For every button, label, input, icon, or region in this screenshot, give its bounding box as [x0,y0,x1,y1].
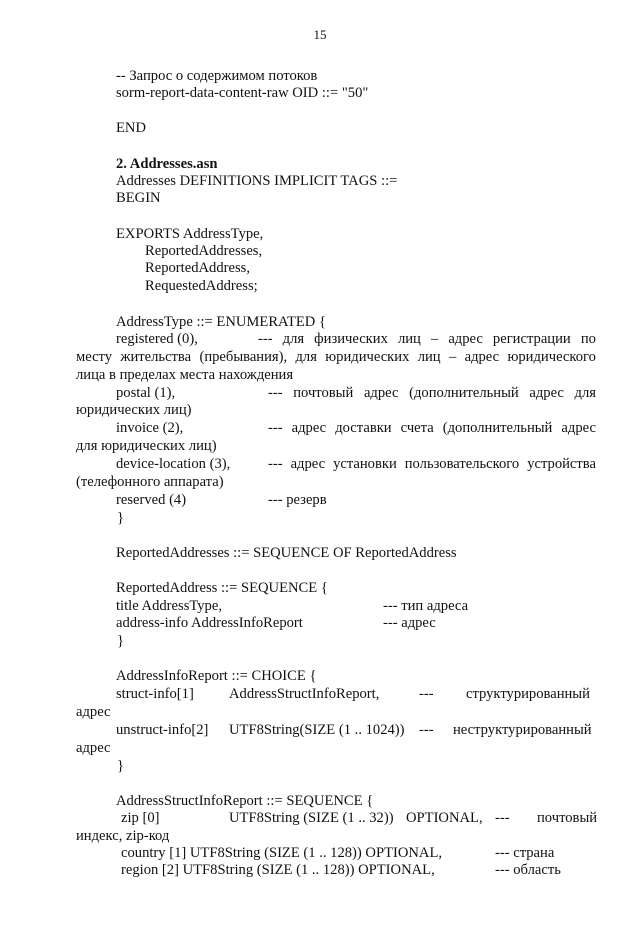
comment-line: --- почтовый адрес (дополнительный адрес для [268,385,596,401]
code-line: EXPORTS AddressType, [116,226,264,242]
code-line: invoice (2), [116,420,184,436]
code-line: postal (1), [116,385,176,401]
comment-line: --- [419,722,434,738]
code-line: RequestedAddress; [145,278,258,294]
comment-line: --- резерв [268,492,327,508]
code-line: title AddressType, [116,598,222,614]
comment-line: --- для физических лиц – адрес регистрации по [258,331,596,347]
code-line: } [117,510,125,526]
comment-line: --- адрес [383,615,436,631]
comment-line: --- адрес доставки счета (дополнительный адрес [268,420,596,436]
comment-line: юридических лиц) [76,402,192,418]
comment-line: --- адрес установки пользовательского устройства [268,456,596,472]
comment-line: структурированный [466,686,590,702]
comment-line: лица в пределах места нахождения [76,367,294,383]
code-line: sorm-report-data-content-raw OID ::= "50" [116,85,369,101]
comment-line: --- тип адреса [383,598,469,614]
code-line: ReportedAddress, [145,260,250,276]
code-line: unstruct-info[2] [116,722,209,738]
code-line: registered (0), [116,331,198,347]
comment-line: --- страна [495,845,555,861]
code-line: OPTIONAL, [406,810,483,826]
comment-line: месту жительства (пребывания), для юридических лиц – адрес юридического [76,349,596,365]
code-line: struct-info[1] [116,686,194,702]
comment-line: почтовый [537,810,598,826]
code-line: address-info AddressInfoReport [116,615,303,631]
code-line: country [1] UTF8String (SIZE (1 .. 128)) OPTIONAL, [121,845,443,861]
section-title: 2. Addresses.asn [116,156,218,172]
code-line: AddressStructInfoReport ::= SEQUENCE { [116,793,374,809]
code-line: AddressInfoReport ::= CHOICE { [116,668,317,684]
code-line: reserved (4) [116,492,187,508]
code-line: AddressStructInfoReport, [229,686,380,702]
page-number: 15 [313,27,327,42]
code-line: zip [0] [121,810,160,826]
code-line: ReportedAddresses, [145,243,263,259]
comment-line: индекс, zip-код [76,828,170,844]
code-line: AddressType ::= ENUMERATED { [116,314,326,330]
code-line: UTF8String (SIZE (1 .. 32)) [229,810,394,826]
code-line: END [116,120,146,136]
code-line: device-location (3), [116,456,231,472]
comment-line: неструктурированный [453,722,592,738]
code-line: } [117,633,125,649]
comment-line: адрес [76,740,111,756]
code-line: ReportedAddresses ::= SEQUENCE OF ReportedAddress [116,545,457,561]
code-line: Addresses DEFINITIONS IMPLICIT TAGS ::= [116,173,398,189]
comment-line: для юридических лиц) [76,438,217,454]
code-line: region [2] UTF8String (SIZE (1 .. 128)) OPTIONAL, [121,862,435,878]
code-line: BEGIN [116,190,161,206]
code-line: ReportedAddress ::= SEQUENCE { [116,580,328,596]
comment-line: (телефонного аппарата) [76,474,224,490]
comment-line: --- [419,686,434,702]
code-line: } [117,758,125,774]
comment-line: --- [495,810,510,826]
code-line: UTF8String(SIZE (1 .. 1024)) [229,722,405,738]
comment-line: --- область [495,862,561,878]
comment-line: адрес [76,704,111,720]
comment-line: -- Запрос о содержимом потоков [116,68,318,84]
